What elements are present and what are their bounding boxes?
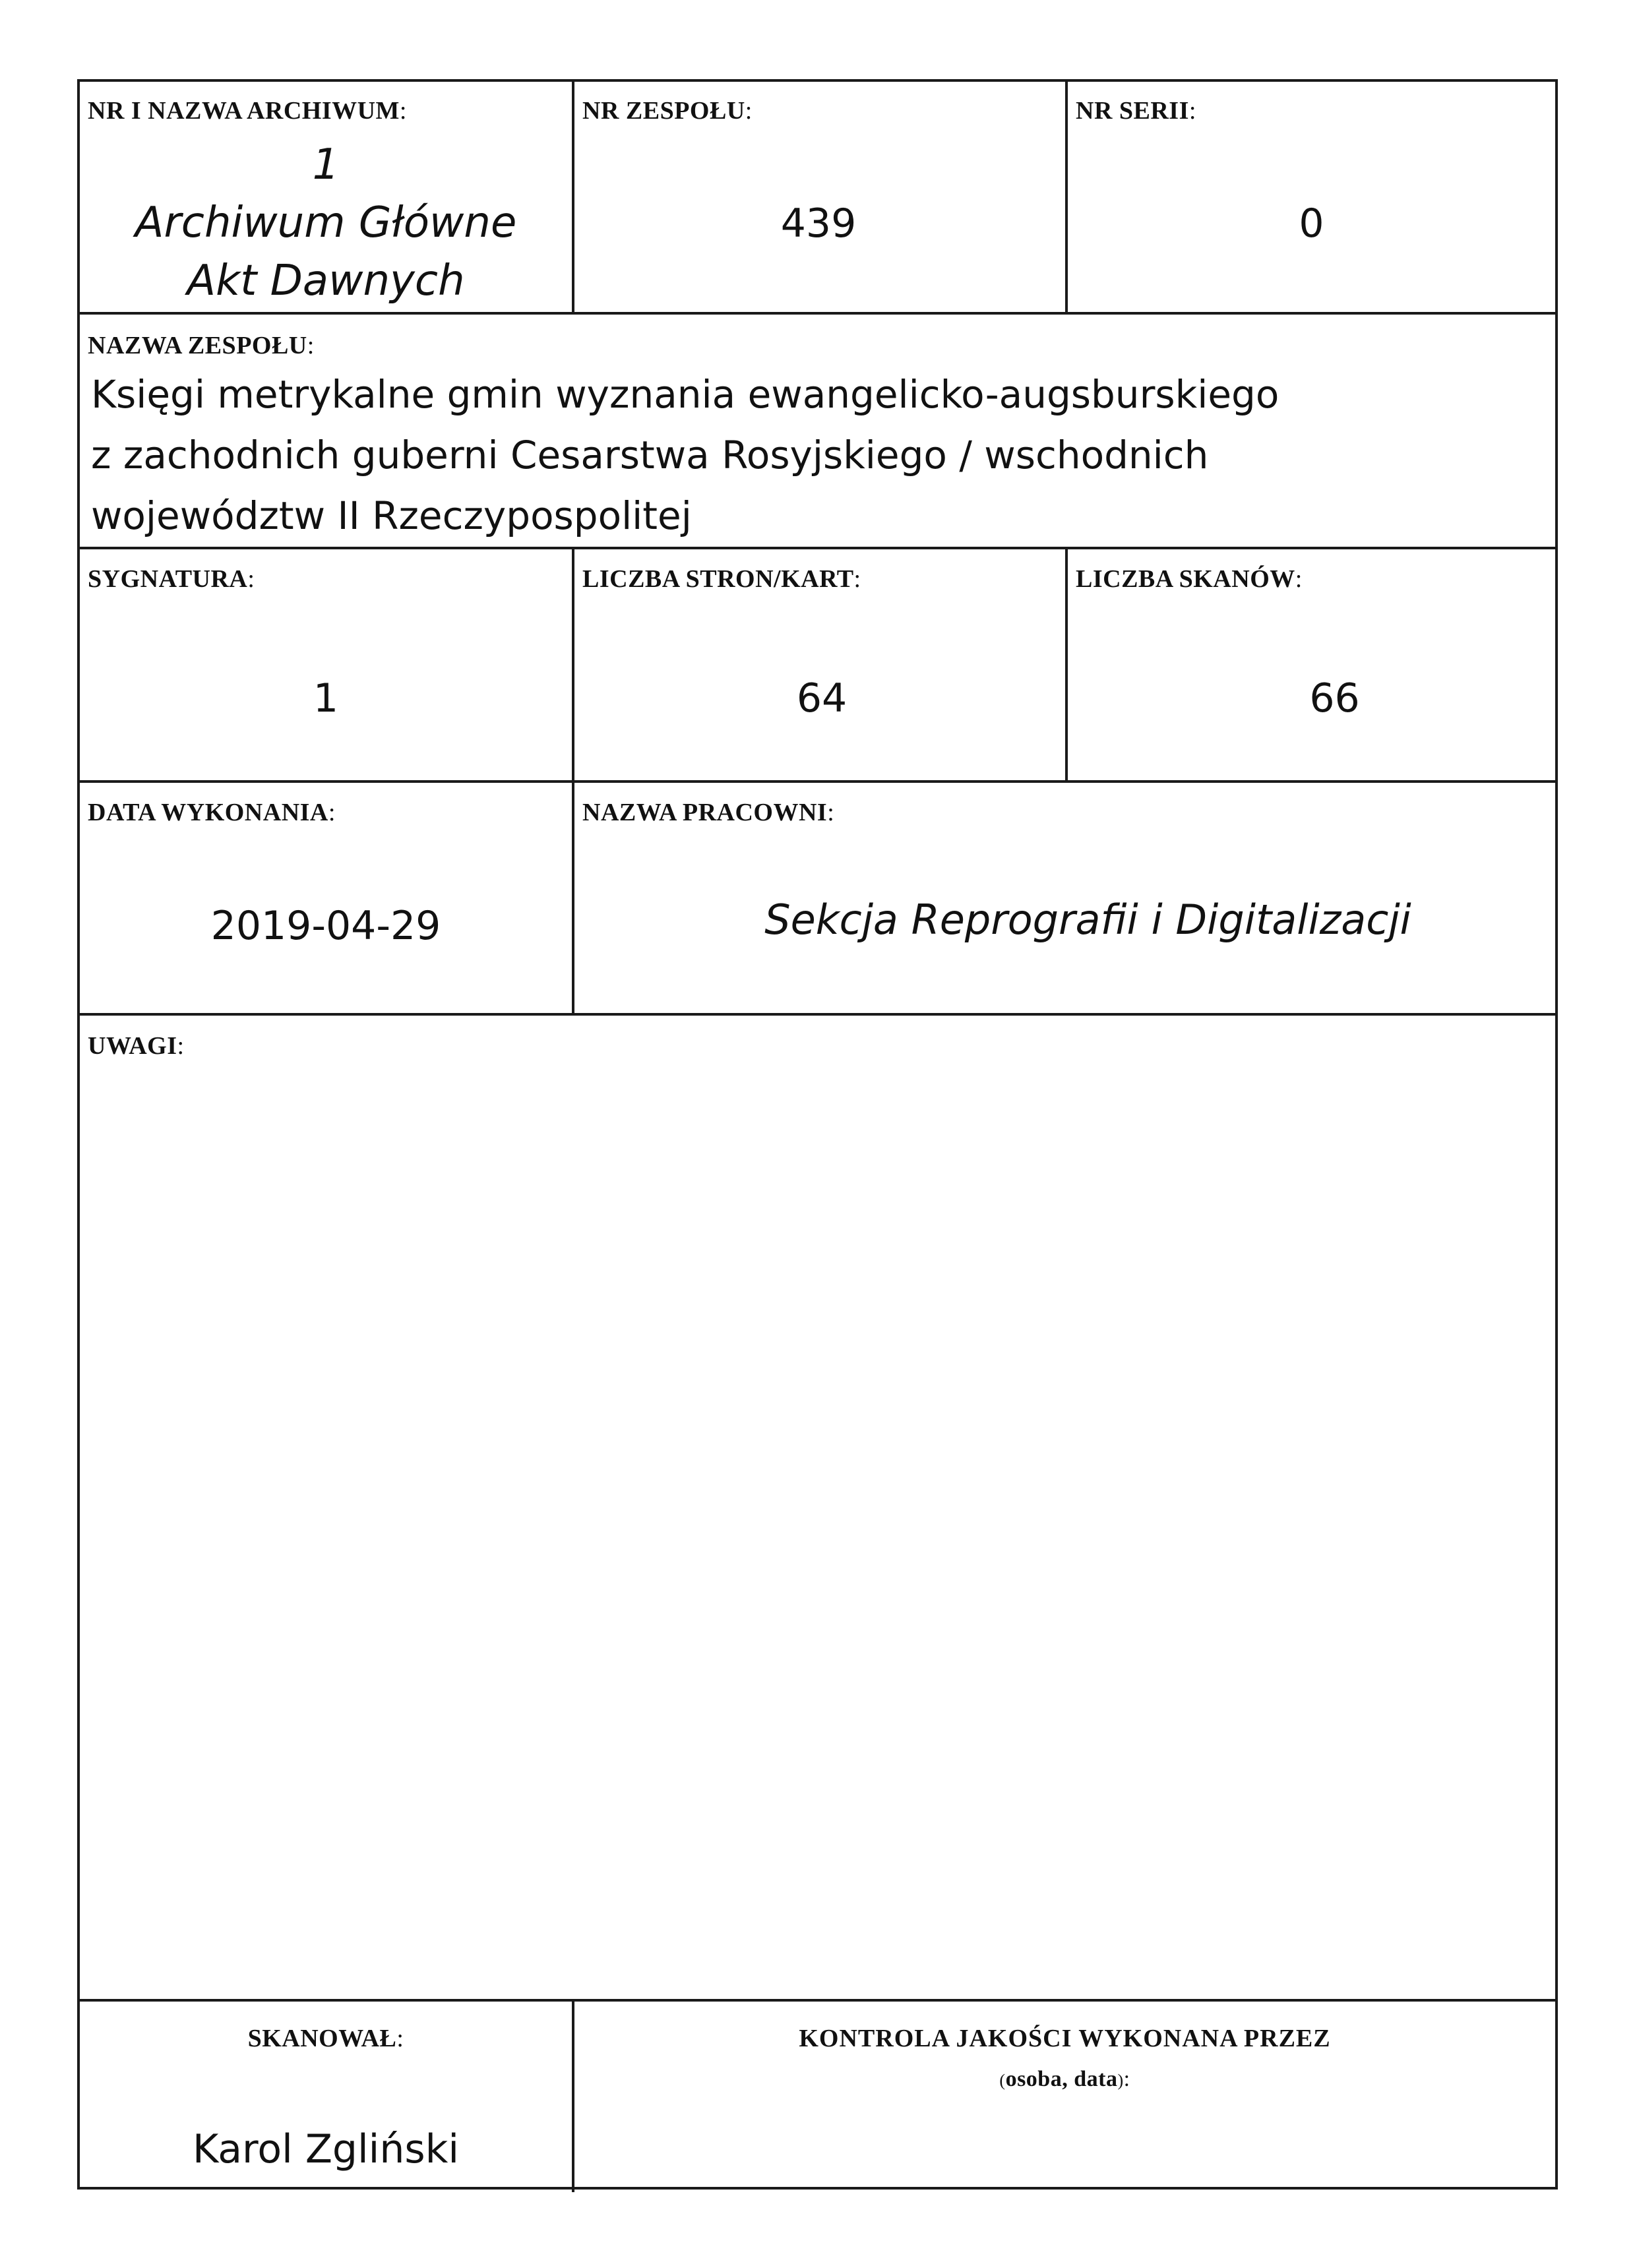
column-divider xyxy=(572,82,574,312)
column-divider xyxy=(572,547,574,780)
pages-value: 64 xyxy=(796,675,848,721)
archive-name-line2: Akt Dawnych xyxy=(187,257,465,305)
remarks-label: UWAGI: xyxy=(88,1032,185,1060)
archive-label: NR I NAZWA ARCHIWUM: xyxy=(88,97,407,125)
fonds-name-line: Księgi metrykalne gmin wyznania ewangelicko-augsburskiego xyxy=(91,372,1280,417)
remarks-area xyxy=(80,1016,1555,1999)
scans-label: LICZBA SKANÓW: xyxy=(1076,565,1303,593)
fonds-name-line: z zachodnich guberni Cesarstwa Rosyjskiego / wschodnich xyxy=(91,433,1209,477)
series-number-value: 0 xyxy=(1299,200,1324,247)
scanned-by-label: SKANOWAŁ: xyxy=(247,2025,404,2052)
fonds-name-line: województw II Rzeczypospolitej xyxy=(91,493,692,538)
signature-value: 1 xyxy=(313,675,339,721)
workshop-label: NAZWA PRACOWNI: xyxy=(582,799,835,826)
fonds-name-label: NAZWA ZESPOŁU: xyxy=(88,332,315,359)
date-label: DATA WYKONANIA: xyxy=(88,799,336,826)
row-divider xyxy=(80,780,1555,783)
quality-control-sublabel: (osoba, data): xyxy=(999,2067,1130,2091)
quality-control-person: osoba xyxy=(1005,2067,1063,2091)
pages-label: LICZBA STRON/KART: xyxy=(582,565,861,593)
archive-name-line1: Archiwum Główne xyxy=(135,199,517,247)
scans-value: 66 xyxy=(1309,675,1360,721)
row-divider xyxy=(80,312,1555,315)
signature-label: SYGNATURA: xyxy=(88,565,255,593)
archive-number: 1 xyxy=(312,140,340,189)
archive-value xyxy=(80,136,572,310)
column-divider xyxy=(1065,547,1068,780)
column-divider xyxy=(1065,82,1068,312)
workshop-value: Sekcja Reprografii i Digitalizacji xyxy=(764,896,1411,944)
metadata-card xyxy=(77,79,1558,2190)
quality-control-date: data xyxy=(1074,2067,1118,2091)
row-divider xyxy=(80,1999,1555,2002)
series-number-label: NR SERII: xyxy=(1076,97,1196,125)
quality-control-label: KONTROLA JAKOŚCI WYKONANA PRZEZ xyxy=(799,2025,1331,2052)
fonds-name-value xyxy=(91,364,1279,546)
fonds-number-value: 439 xyxy=(780,200,857,247)
fonds-number-label: NR ZESPOŁU: xyxy=(582,97,753,125)
row-divider xyxy=(80,547,1555,549)
date-value: 2019-04-29 xyxy=(210,903,441,949)
scanned-by-value: Karol Zgliński xyxy=(192,2126,460,2172)
